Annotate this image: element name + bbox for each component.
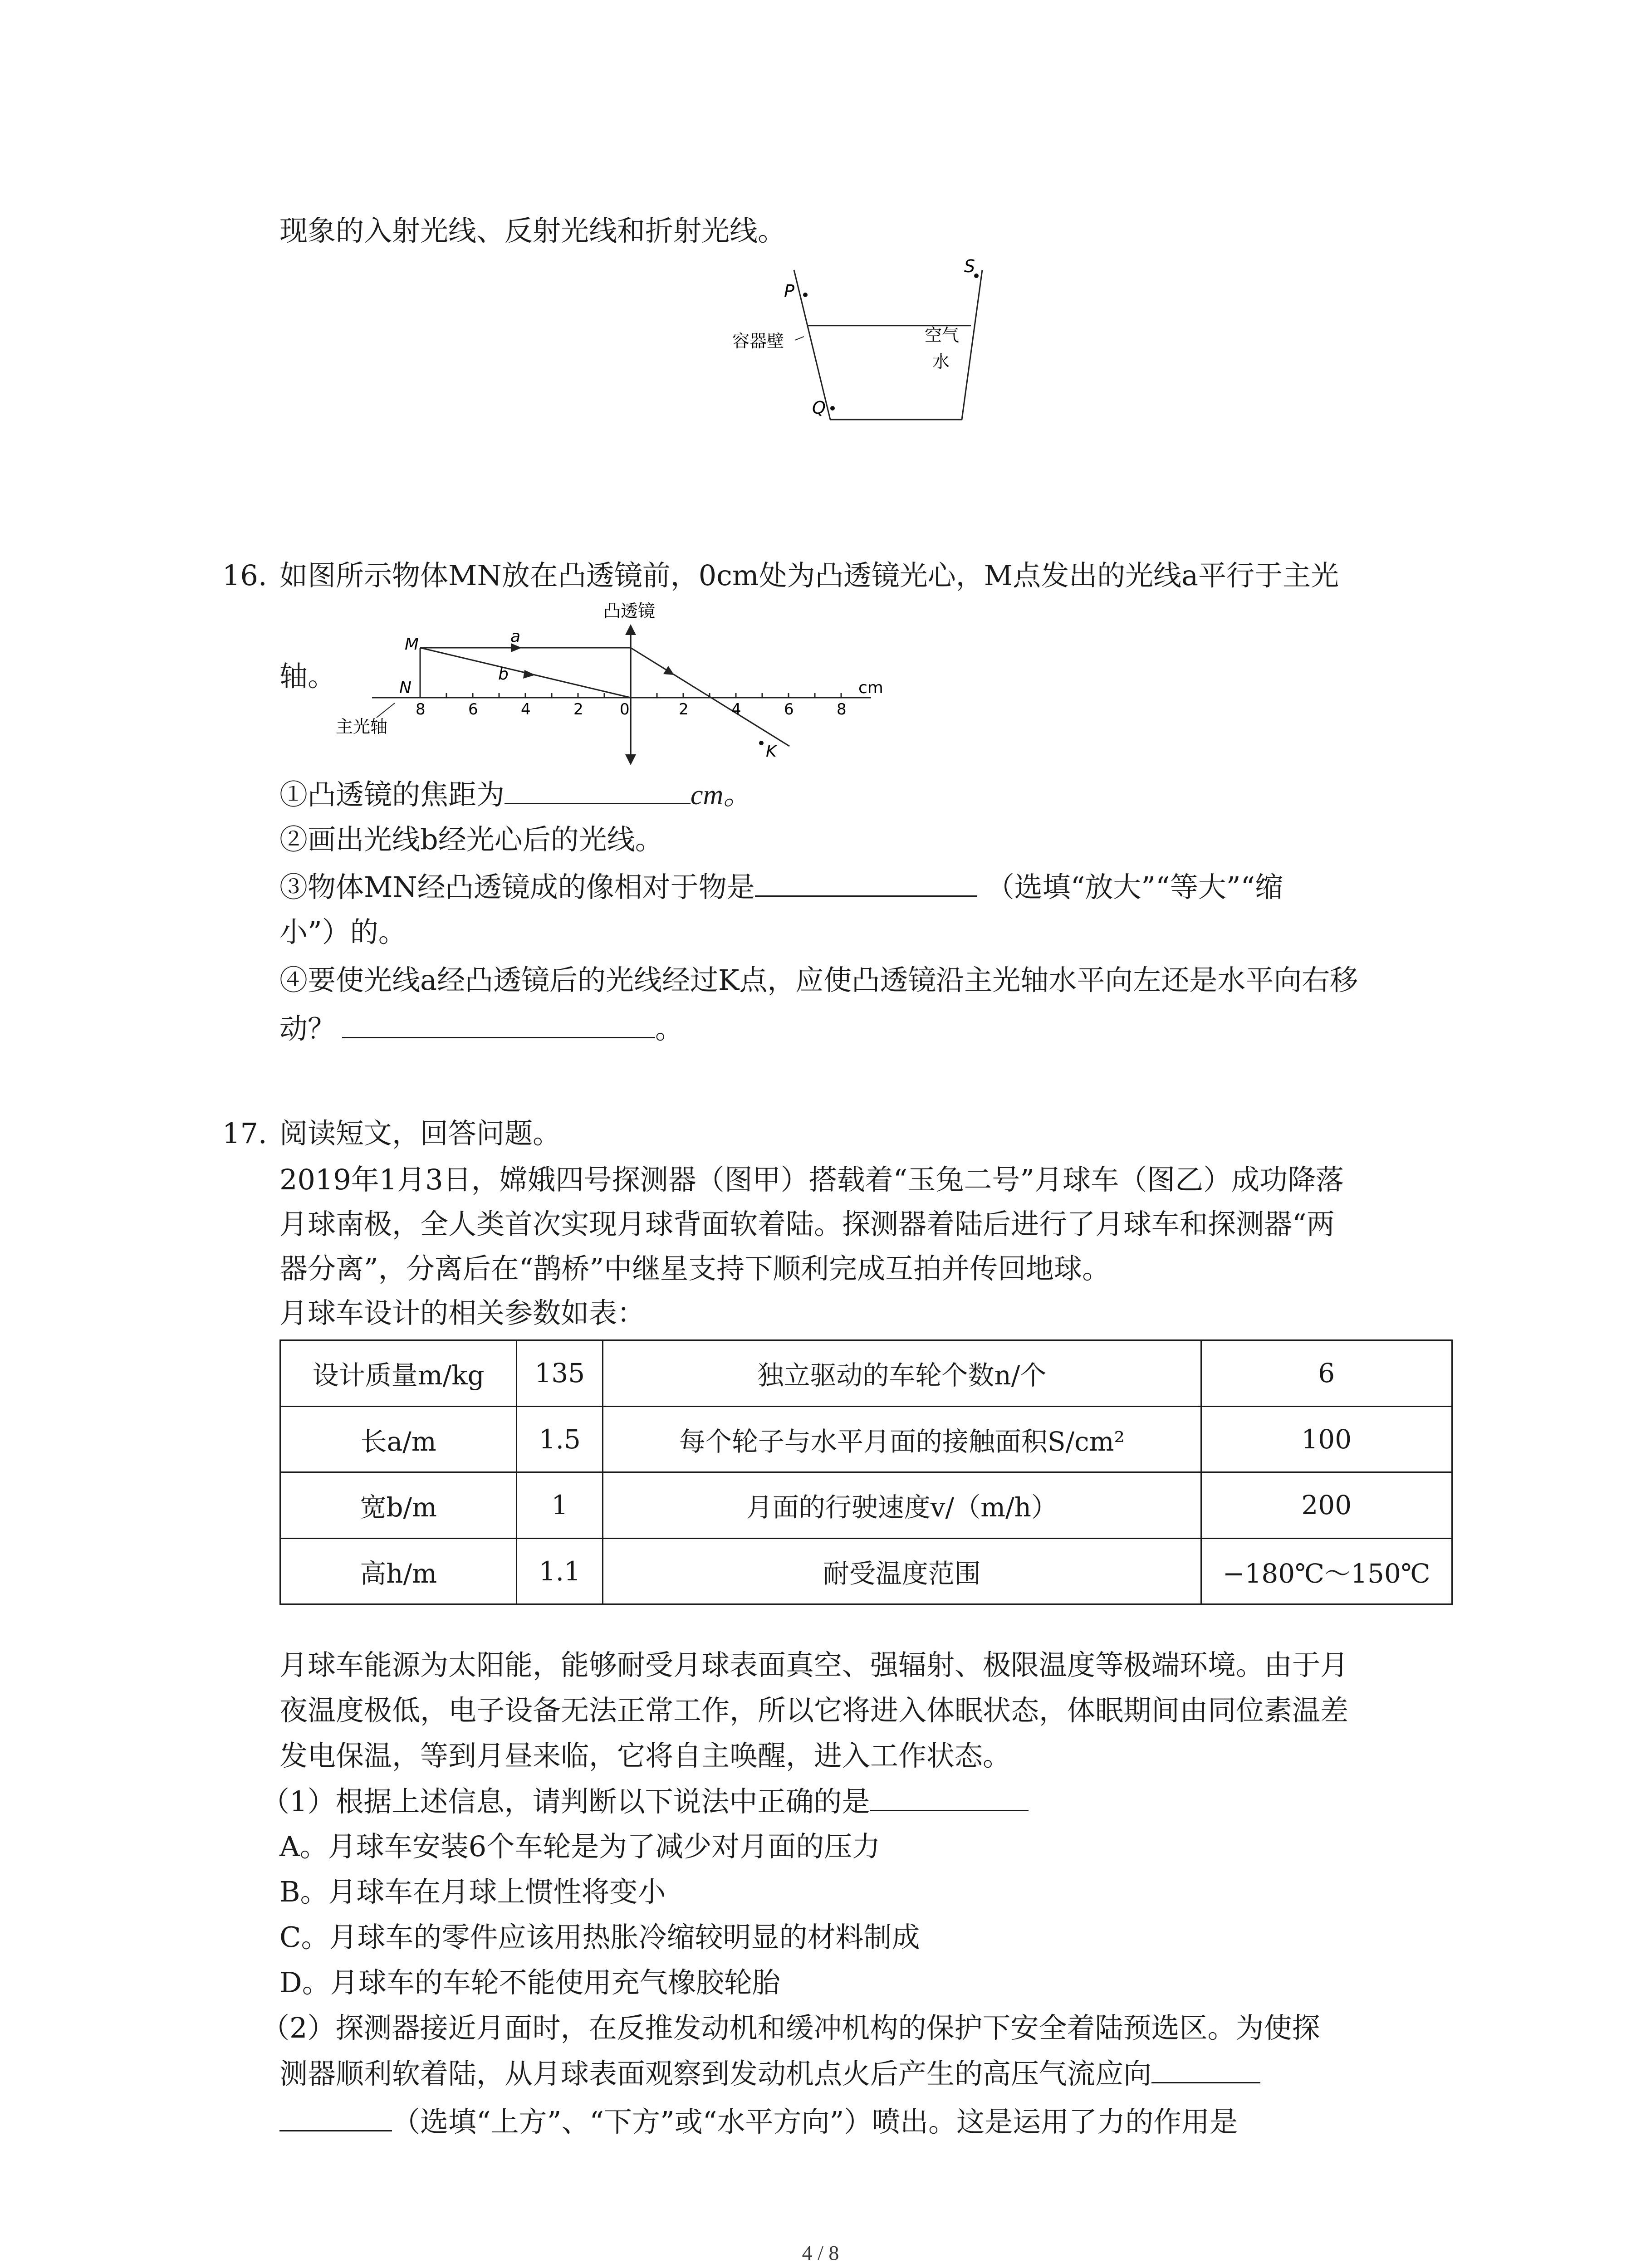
tick-left-4: 4 (521, 700, 531, 719)
table-cell: 设计质量m/kg (280, 1340, 517, 1407)
label-b: b (498, 665, 509, 684)
q17-title: 阅读短文，回答问题。 (279, 1117, 561, 1150)
table-row (280, 1406, 1452, 1472)
tick-right-2: 2 (679, 700, 689, 719)
q17-p3-line3: 发电保温，等到月昼来临，它将自主唤醒，进入工作状态。 (279, 1739, 1011, 1772)
table-cell: 高h/m (280, 1538, 517, 1604)
q17-answer-blank-2a[interactable] (1151, 2059, 1260, 2083)
q16-sub1-unit: cm。 (691, 780, 752, 811)
q17-s2-line3-text: （选填“上方”、“下方”或“水平方向”）喷出。这是运用了力的作用是 (392, 2105, 1238, 2138)
q17-p1-line2: 月球南极，全人类首次实现月球背面软着陆。探测器着陆后进行了月球车和探测器“两 (279, 1207, 1335, 1241)
table-cell: 耐受温度范围 (603, 1538, 1201, 1604)
q16-sub3-hint: （选填“放大”“等大”“缩 (986, 870, 1283, 904)
table-cell: 1.1 (517, 1538, 603, 1604)
label-m: M (405, 635, 419, 654)
table-cell: 独立驱动的车轮个数n/个 (603, 1340, 1201, 1407)
q16-sub3 (279, 870, 1283, 904)
left-wall (794, 270, 830, 420)
q16-answer-blank-3[interactable] (755, 873, 977, 897)
q17-s2-line1: （2）探测器接近月面时，在反推发动机和缓冲机构的保护下安全着陆预选区。为使探 (261, 2011, 1320, 2044)
lens-arrow-bottom (625, 754, 636, 765)
q16-sub1-text: ①凸透镜的焦距为 (279, 778, 505, 811)
table-cell: 每个轮子与水平月面的接触面积S/cm² (603, 1406, 1201, 1472)
tick-right-8: 8 (837, 700, 847, 719)
q17-option-d: D。月球车的车轮不能使用充气橡胶轮胎 (279, 1966, 780, 1999)
table-cell: 宽b/m (280, 1472, 517, 1539)
q17-s1-text: （1）根据上述信息，请判断以下说法中正确的是 (261, 1785, 870, 1818)
table-cell: 月面的行驶速度v/（m/h） (603, 1472, 1201, 1539)
label-s: S (964, 256, 975, 276)
table-cell: 1.5 (517, 1406, 603, 1472)
table-row (280, 1538, 1452, 1604)
wall-leader-line (795, 337, 804, 340)
q17-option-b: B。月球车在月球上惯性将变小 (279, 1875, 666, 1908)
q17-p2: 月球车设计的相关参数如表： (279, 1296, 646, 1330)
q16-sub1 (279, 780, 751, 809)
label-wall: 容器壁 (732, 331, 784, 351)
q17-answer-blank-2b[interactable] (279, 2107, 392, 2131)
table-cell: 135 (517, 1340, 603, 1407)
q17-s1 (261, 1787, 1029, 1816)
table-row (280, 1472, 1452, 1539)
q16-sub2: ②画出光线b经光心后的光线。 (279, 823, 663, 856)
q17-option-a: A。月球车安装6个车轮是为了减少对月面的压力 (279, 1830, 881, 1863)
table-cell: 1 (517, 1472, 603, 1539)
tick-right-6: 6 (784, 700, 794, 719)
label-p: P (784, 281, 794, 301)
ray-a-refracted-arrow (663, 666, 674, 675)
point-k (759, 741, 764, 745)
label-q: Q (812, 398, 826, 418)
lens-arrow-top (625, 624, 636, 635)
label-air: 空气 (925, 325, 960, 345)
label-unit: cm (858, 679, 883, 697)
point-q (830, 406, 835, 411)
table-cell: −180℃～150℃ (1201, 1538, 1452, 1604)
tick-left-8: 8 (416, 700, 426, 719)
q17-option-c: C。月球车的零件应该用热胀冷缩较明显的材料制成 (279, 1921, 920, 1954)
label-axis: 主光轴 (336, 717, 388, 737)
q17-p3-line1: 月球车能源为太阳能，能够耐受月球表面真空、强辐射、极限温度等极端环境。由于月 (279, 1648, 1349, 1681)
point-p (803, 293, 808, 297)
q17-s2-line3 (279, 2107, 1238, 2136)
ray-b-arrow (523, 670, 535, 679)
table-cell: 6 (1201, 1340, 1452, 1407)
q16-answer-blank-4[interactable] (342, 1014, 655, 1038)
q16-sub4-end: 。 (655, 1012, 684, 1045)
table-cell: 100 (1201, 1406, 1452, 1472)
label-water: 水 (932, 352, 950, 371)
q16-sub3-text: ③物体MN经凸透镜成的像相对于物是 (279, 870, 755, 904)
tick-left-2: 2 (573, 700, 583, 719)
q15-tail-text: 现象的入射光线、反射光线和折射光线。 (279, 214, 786, 247)
rover-parameter-table (279, 1339, 1453, 1605)
axis-leader-line (377, 703, 395, 718)
q17-p3-line2: 夜温度极低，电子设备无法正常工作，所以它将进入体眠状态，体眠期间由同位素温差 (279, 1694, 1349, 1727)
q16-stem: 如图所示物体MN放在凸透镜前，0cm处为凸透镜光心，M点发出的光线a平行于主光 (279, 559, 1339, 592)
right-wall (962, 270, 982, 420)
q16-lens-figure (336, 599, 903, 771)
label-k: K (766, 742, 777, 761)
table-row (280, 1340, 1452, 1407)
q16-stem-tail: 轴。 (279, 660, 336, 693)
q17-number: 17. (222, 1117, 267, 1150)
q16-sub4-question: 动？ (279, 1012, 336, 1045)
q16-sub4: ④要使光线a经凸透镜后的光线经过K点，应使凸透镜沿主光轴水平向左还是水平向右移 (279, 963, 1358, 997)
table-cell: 200 (1201, 1472, 1452, 1539)
label-a: a (510, 627, 521, 646)
label-n: N (399, 679, 411, 697)
q17-s2-line2-text: 测器顺利软着陆，从月球表面观察到发动机点火后产生的高压气流应向 (279, 2057, 1152, 2090)
q16-sub3-tail: 小”）的。 (279, 915, 407, 948)
q17-p1-line1: 2019年1月3日，嫦娥四号探测器（图甲）搭载着“玉兔二号”月球车（图乙）成功降落 (279, 1163, 1344, 1196)
table-cell: 长a/m (280, 1406, 517, 1472)
q15-container-figure (726, 254, 1016, 435)
q17-answer-blank-1[interactable] (870, 1787, 1029, 1811)
q16-number: 16. (222, 559, 267, 592)
tick-left-6: 6 (468, 700, 478, 719)
q17-s2-line2 (279, 2059, 1260, 2088)
q17-p1-line3: 器分离”，分离后在“鹊桥”中继星支持下顺利完成互拍并传回地球。 (279, 1252, 1111, 1285)
q16-sub4-tail (279, 1014, 683, 1043)
page-number: 4 / 8 (802, 2241, 839, 2264)
label-lens: 凸透镜 (603, 601, 656, 621)
tick-zero: 0 (620, 700, 630, 719)
tick-right-4: 4 (731, 700, 741, 719)
q16-answer-blank-1[interactable] (505, 780, 691, 804)
